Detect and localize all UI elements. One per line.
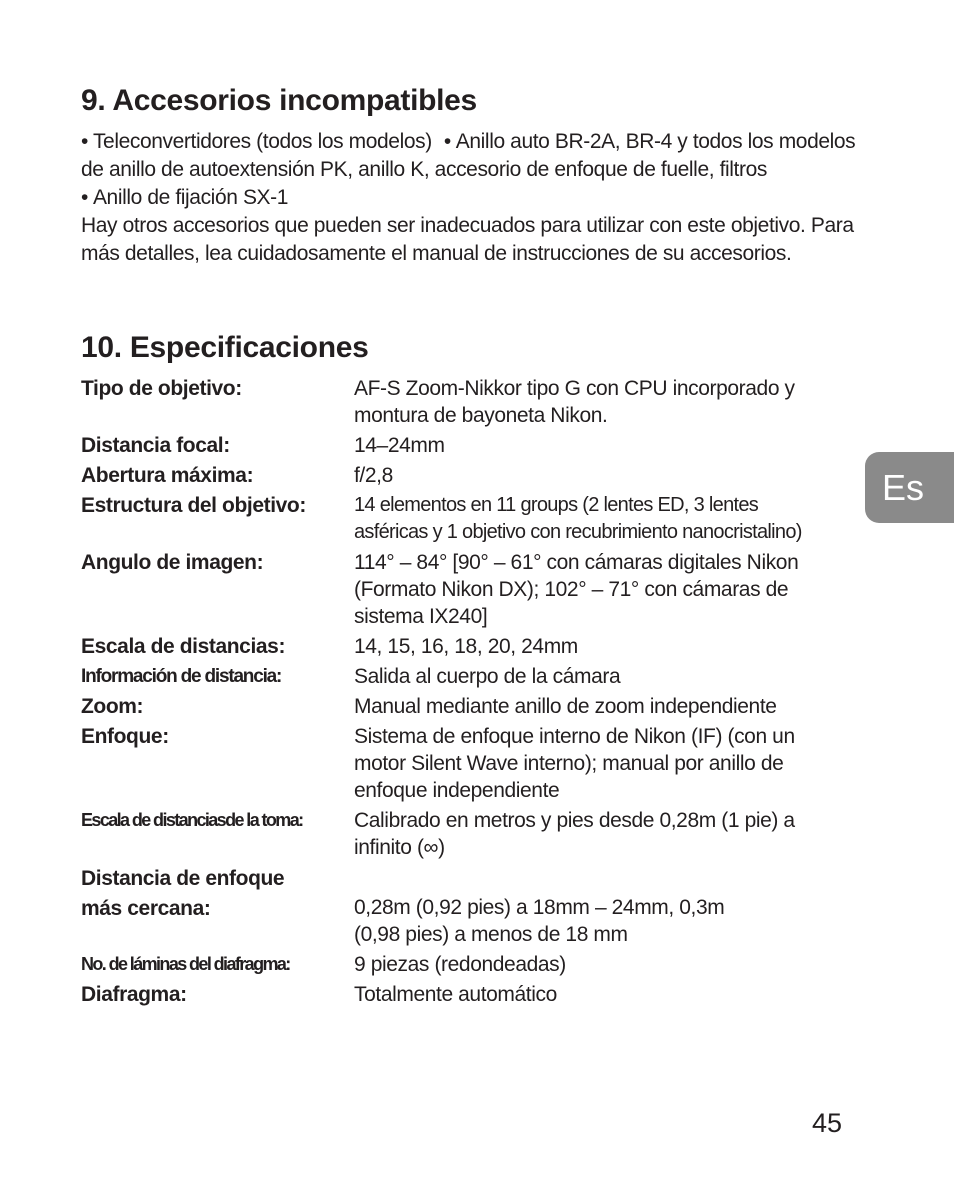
incompatible-item-sx1: Anillo de fijación SX-1 bbox=[92, 186, 289, 209]
spec-value: Calibrado en metros y pies desde 0,28m (1 pie) a infinito (∞) bbox=[354, 809, 795, 859]
incompatible-item-auto-rings: Anillo auto BR-2A, BR-4 y todos los modelos de anillo de autoextensión PK, anillo K, accesorio de enfoque de fuelle, filtros bbox=[81, 130, 856, 181]
spec-row-picture-angle bbox=[81, 549, 861, 630]
bullet-icon: • bbox=[81, 186, 88, 209]
spec-row-diaphragm-blades bbox=[81, 951, 861, 978]
spec-label: No. de láminas del diafragma: bbox=[81, 954, 290, 974]
spec-row-distance-scale bbox=[81, 633, 861, 660]
spec-label: Enfoque: bbox=[81, 725, 169, 748]
spec-label: Abertura máxima: bbox=[81, 464, 254, 487]
spec-row-shooting-distance-scale bbox=[81, 807, 861, 861]
spec-label: Diafragma: bbox=[81, 983, 187, 1006]
spec-row-focusing bbox=[81, 723, 861, 804]
spec-label: Angulo de imagen: bbox=[81, 551, 264, 574]
spec-label: Distancia focal: bbox=[81, 434, 230, 457]
spec-label: Escala de distanciasde la toma: bbox=[81, 810, 303, 830]
spec-value: Totalmente automático bbox=[354, 983, 557, 1006]
spec-value: 9 piezas (redondeadas) bbox=[354, 953, 566, 976]
spec-row-lens-construction bbox=[81, 492, 861, 546]
incompatible-item-teleconverters: Teleconvertidores (todos los modelos) bbox=[92, 130, 432, 153]
spec-row-diaphragm bbox=[81, 981, 861, 1008]
spec-label: Zoom: bbox=[81, 695, 144, 718]
spec-value: Salida al cuerpo de la cámara bbox=[354, 665, 621, 688]
spec-value: 114° – 84° [90° – 61° con cámaras digitales Nikon (Formato Nikon DX); 102° – 71° con cámaras de sistema IX240] bbox=[354, 551, 799, 628]
spec-value: Sistema de enfoque interno de Nikon (IF) (con un motor Silent Wave interno); manual por anillo de enfoque independiente bbox=[354, 725, 795, 802]
spec-label: Estructura del objetivo: bbox=[81, 494, 306, 517]
spec-value: Manual mediante anillo de zoom independiente bbox=[354, 695, 777, 718]
spec-row-closest-focus bbox=[81, 864, 861, 948]
language-tab: Es bbox=[865, 452, 954, 523]
spec-row-zoom bbox=[81, 693, 861, 720]
spec-value: 14, 15, 16, 18, 20, 24mm bbox=[354, 635, 578, 658]
spec-label: Distancia de enfoque más cercana: bbox=[81, 867, 285, 920]
section-title-specifications: 10. Especificaciones bbox=[81, 331, 369, 364]
bullet-icon: • bbox=[443, 130, 451, 153]
spec-row-distance-information bbox=[81, 663, 861, 690]
list-item bbox=[81, 128, 861, 184]
spec-label: Escala de distancias: bbox=[81, 635, 286, 658]
spec-row-max-aperture bbox=[81, 462, 861, 489]
spec-value: 14–24mm bbox=[354, 434, 445, 457]
incompatible-note: Hay otros accesorios que pueden ser inadecuados para utilizar con este objetivo. Para más detalles, lea cuidadosamente el manual de instrucciones de su accesorios. bbox=[81, 214, 854, 265]
spec-row-lens-type bbox=[81, 375, 861, 429]
list-item bbox=[81, 184, 861, 212]
section-title-incompatible-accessories: 9. Accesorios incompatibles bbox=[81, 84, 477, 117]
bullet-icon: • bbox=[81, 130, 88, 153]
spec-row-focal-length bbox=[81, 432, 861, 459]
spec-value: AF-S Zoom-Nikkor tipo G con CPU incorporado y montura de bayoneta Nikon. bbox=[354, 377, 795, 427]
specifications-table bbox=[81, 375, 861, 1011]
spec-label: Tipo de objetivo: bbox=[81, 377, 242, 400]
page-number: 45 bbox=[812, 1108, 843, 1138]
spec-label: Información de distancia: bbox=[81, 666, 282, 687]
incompatible-accessories-list bbox=[81, 128, 861, 268]
spec-value: 0,28m (0,92 pies) a 18mm – 24mm, 0,3m (0,98 pies) a menos de 18 mm bbox=[354, 896, 725, 946]
spec-value: f/2,8 bbox=[354, 464, 393, 487]
spec-value: 14 elementos en 11 groups (2 lentes ED, 3 lentes asféricas y 1 objetivo con recubrimiento nanocristalino) bbox=[354, 494, 802, 543]
